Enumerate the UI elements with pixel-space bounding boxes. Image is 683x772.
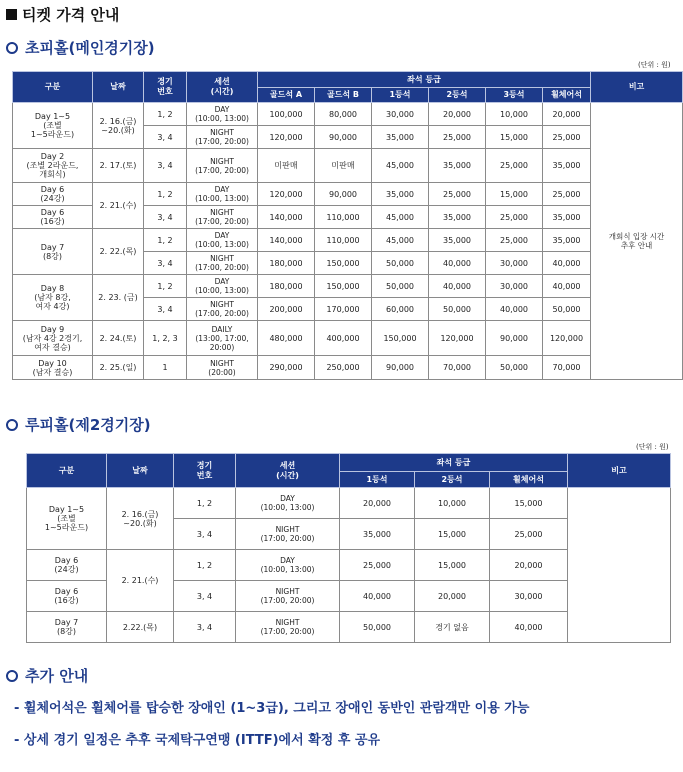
header-gubun: 구분 <box>27 454 107 488</box>
seat-grade-header: 3등석 <box>486 88 543 103</box>
cell-match-no: 3, 4 <box>144 206 187 229</box>
unit-label-sub: (단위 : 원) <box>636 443 669 451</box>
cell-match-no: 3, 4 <box>174 581 236 612</box>
cell-price: 70,000 <box>543 356 591 380</box>
cell-price: 120,000 <box>258 183 315 206</box>
cell-session: DAILY (13:00, 17:00, 20:00) <box>187 321 258 356</box>
table-row <box>27 488 671 519</box>
cell-session: NIGHT (17:00, 20:00) <box>187 206 258 229</box>
cell-price: 70,000 <box>429 356 486 380</box>
cell-date: 2. 25.(일) <box>93 356 144 380</box>
cell-price: 400,000 <box>315 321 372 356</box>
cell-session: DAY (10:00, 13:00) <box>187 275 258 298</box>
cell-price: 25,000 <box>543 183 591 206</box>
section-notes-title: 추가 안내 <box>25 667 89 685</box>
cell-session: NIGHT (17:00, 20:00) <box>236 581 340 612</box>
cell-date: 2. 16.(금) ~20.(화) <box>93 103 144 149</box>
cell-gubun: Day 7 (8강) <box>13 229 93 275</box>
cell-price: 150,000 <box>315 252 372 275</box>
cell-price: 45,000 <box>372 149 429 183</box>
unit-label-main: (단위 : 원) <box>638 61 671 69</box>
note-bullet: - 상세 경기 일정은 추후 국제탁구연맹 (ITTF)에서 확정 후 공유 <box>14 733 381 748</box>
cell-gubun: Day 10 (남자 결승) <box>13 356 93 380</box>
cell-match-no: 1, 2, 3 <box>144 321 187 356</box>
cell-price: 35,000 <box>429 149 486 183</box>
cell-price: 35,000 <box>429 206 486 229</box>
cell-match-no: 3, 4 <box>174 612 236 643</box>
cell-price: 45,000 <box>372 229 429 252</box>
cell-price: 20,000 <box>340 488 415 519</box>
circle-bullet-icon <box>6 670 18 682</box>
cell-match-no: 1, 2 <box>144 275 187 298</box>
cell-session: NIGHT (17:00, 20:00) <box>236 612 340 643</box>
cell-price: 35,000 <box>340 519 415 550</box>
seat-grade-header: 1등석 <box>340 472 415 488</box>
section-sub-hall-title: 루피홀(제2경기장) <box>25 416 151 434</box>
cell-price: 90,000 <box>315 183 372 206</box>
cell-date: 2.22.(목) <box>107 612 174 643</box>
header-match-no: 경기 번호 <box>144 72 187 103</box>
cell-price: 15,000 <box>415 519 490 550</box>
cell-date: 2. 21.(수) <box>107 550 174 612</box>
cell-price: 20,000 <box>490 550 568 581</box>
cell-price: 경기 없음 <box>415 612 490 643</box>
cell-price: 110,000 <box>315 206 372 229</box>
section-main-hall-heading <box>6 37 155 58</box>
cell-price: 40,000 <box>429 275 486 298</box>
cell-price: 35,000 <box>372 183 429 206</box>
cell-session: NIGHT (20:00) <box>187 356 258 380</box>
cell-session: NIGHT (17:00, 20:00) <box>236 519 340 550</box>
table-row <box>13 229 683 252</box>
cell-price: 50,000 <box>372 275 429 298</box>
cell-price: 35,000 <box>429 229 486 252</box>
cell-date: 2. 23. (금) <box>93 275 144 321</box>
cell-price: 미판매 <box>258 149 315 183</box>
cell-date: 2. 24.(토) <box>93 321 144 356</box>
cell-match-no: 3, 4 <box>144 126 187 149</box>
cell-match-no: 3, 4 <box>174 519 236 550</box>
cell-price: 290,000 <box>258 356 315 380</box>
cell-price: 25,000 <box>340 550 415 581</box>
seat-grade-header: 휠체어석 <box>543 88 591 103</box>
cell-price: 180,000 <box>258 252 315 275</box>
cell-gubun: Day 7 (8강) <box>27 612 107 643</box>
cell-price: 480,000 <box>258 321 315 356</box>
cell-price: 20,000 <box>429 103 486 126</box>
cell-session: DAY (10:00, 13:00) <box>187 103 258 126</box>
cell-price: 120,000 <box>429 321 486 356</box>
cell-price: 50,000 <box>340 612 415 643</box>
cell-price: 50,000 <box>372 252 429 275</box>
cell-price: 40,000 <box>543 252 591 275</box>
cell-price: 200,000 <box>258 298 315 321</box>
header-seat-grade: 좌석 등급 <box>258 72 591 88</box>
seat-grade-header: 휠체어석 <box>490 472 568 488</box>
cell-price: 150,000 <box>372 321 429 356</box>
cell-price: 30,000 <box>486 275 543 298</box>
cell-price: 10,000 <box>415 488 490 519</box>
seat-grade-header: 2등석 <box>429 88 486 103</box>
cell-price: 10,000 <box>486 103 543 126</box>
seat-grade-header: 골드석 B <box>315 88 372 103</box>
cell-date: 2. 22.(목) <box>93 229 144 275</box>
section-notes-heading <box>6 665 88 686</box>
header-date: 날짜 <box>93 72 144 103</box>
table-row <box>13 103 683 126</box>
cell-gubun: Day 9 (남자 4강 2경기, 여자 결승) <box>13 321 93 356</box>
cell-price: 50,000 <box>486 356 543 380</box>
cell-price: 250,000 <box>315 356 372 380</box>
table-row <box>13 356 683 380</box>
cell-price: 25,000 <box>486 206 543 229</box>
cell-price: 40,000 <box>340 581 415 612</box>
cell-price: 20,000 <box>543 103 591 126</box>
cell-price: 25,000 <box>486 229 543 252</box>
cell-match-no: 1, 2 <box>174 488 236 519</box>
section-sub-hall-heading <box>6 414 151 435</box>
seat-grade-header: 2등석 <box>415 472 490 488</box>
cell-note: 개회식 입장 시간 추후 안내 <box>591 103 683 380</box>
cell-price: 35,000 <box>543 149 591 183</box>
cell-price: 15,000 <box>415 550 490 581</box>
cell-price: 150,000 <box>315 275 372 298</box>
circle-bullet-icon <box>6 419 18 431</box>
cell-price: 90,000 <box>486 321 543 356</box>
header-note: 비고 <box>568 454 671 488</box>
header-note: 비고 <box>591 72 683 103</box>
square-bullet-icon <box>6 9 17 20</box>
cell-price: 30,000 <box>486 252 543 275</box>
cell-gubun: Day 6 (24강) <box>13 183 93 206</box>
cell-price: 180,000 <box>258 275 315 298</box>
seat-grade-header: 1등석 <box>372 88 429 103</box>
cell-price: 15,000 <box>486 183 543 206</box>
cell-session: DAY (10:00, 13:00) <box>236 550 340 581</box>
cell-match-no: 1, 2 <box>144 229 187 252</box>
cell-session: NIGHT (17:00, 20:00) <box>187 252 258 275</box>
cell-date: 2. 21.(수) <box>93 183 144 229</box>
cell-price: 15,000 <box>486 126 543 149</box>
section-main-hall-title: 초피홀(메인경기장) <box>25 39 155 57</box>
cell-price: 100,000 <box>258 103 315 126</box>
circle-bullet-icon <box>6 42 18 54</box>
cell-price: 120,000 <box>543 321 591 356</box>
cell-price: 40,000 <box>490 612 568 643</box>
cell-match-no: 1 <box>144 356 187 380</box>
cell-price: 90,000 <box>315 126 372 149</box>
cell-match-no: 3, 4 <box>144 298 187 321</box>
cell-session: NIGHT (17:00, 20:00) <box>187 126 258 149</box>
table-row <box>13 275 683 298</box>
table-row <box>13 321 683 356</box>
cell-price: 90,000 <box>372 356 429 380</box>
cell-price: 25,000 <box>490 519 568 550</box>
cell-match-no: 1, 2 <box>174 550 236 581</box>
cell-price: 60,000 <box>372 298 429 321</box>
cell-session: DAY (10:00, 13:00) <box>187 229 258 252</box>
cell-session: NIGHT (17:00, 20:00) <box>187 149 258 183</box>
table-row <box>13 149 683 183</box>
cell-price: 50,000 <box>543 298 591 321</box>
cell-price: 110,000 <box>315 229 372 252</box>
cell-session: NIGHT (17:00, 20:00) <box>187 298 258 321</box>
cell-price: 20,000 <box>415 581 490 612</box>
cell-price: 50,000 <box>429 298 486 321</box>
cell-price: 25,000 <box>429 126 486 149</box>
cell-gubun: Day 8 (남자 8강, 여자 4강) <box>13 275 93 321</box>
cell-price: 170,000 <box>315 298 372 321</box>
cell-price: 25,000 <box>543 126 591 149</box>
cell-price: 30,000 <box>490 581 568 612</box>
cell-price: 35,000 <box>543 206 591 229</box>
header-session: 세션 (시간) <box>187 72 258 103</box>
page-title-text: 티켓 가격 안내 <box>22 6 120 24</box>
cell-price: 25,000 <box>486 149 543 183</box>
cell-price: 80,000 <box>315 103 372 126</box>
cell-gubun: Day 6 (24강) <box>27 550 107 581</box>
cell-price: 15,000 <box>490 488 568 519</box>
note-bullet: - 휠체어석은 휠체어를 탑승한 장애인 (1~3급), 그리고 장애인 동반인 관람객만 이용 가능 <box>14 701 530 716</box>
header-session: 세션 (시간) <box>236 454 340 488</box>
cell-price: 40,000 <box>543 275 591 298</box>
cell-match-no: 3, 4 <box>144 252 187 275</box>
cell-date: 2. 17.(토) <box>93 149 144 183</box>
cell-price: 45,000 <box>372 206 429 229</box>
cell-gubun: Day 1~5 (조별 1~5라운드) <box>13 103 93 149</box>
header-date: 날짜 <box>107 454 174 488</box>
cell-gubun: Day 6 (16강) <box>27 581 107 612</box>
header-match-no: 경기 번호 <box>174 454 236 488</box>
cell-price: 40,000 <box>429 252 486 275</box>
seat-grade-header: 골드석 A <box>258 88 315 103</box>
sub-hall-price-table <box>26 453 671 643</box>
cell-match-no: 1, 2 <box>144 103 187 126</box>
cell-match-no: 1, 2 <box>144 183 187 206</box>
header-gubun: 구분 <box>13 72 93 103</box>
cell-price: 140,000 <box>258 206 315 229</box>
cell-gubun: Day 6 (16강) <box>13 206 93 229</box>
cell-price: 120,000 <box>258 126 315 149</box>
header-seat-grade: 좌석 등급 <box>340 454 568 472</box>
cell-price: 35,000 <box>543 229 591 252</box>
cell-price: 140,000 <box>258 229 315 252</box>
page-title <box>6 4 119 25</box>
cell-session: DAY (10:00, 13:00) <box>236 488 340 519</box>
cell-price: 35,000 <box>372 126 429 149</box>
cell-match-no: 3, 4 <box>144 149 187 183</box>
main-hall-price-table <box>12 71 683 380</box>
cell-date: 2. 16.(금) ~20.(화) <box>107 488 174 550</box>
cell-price: 30,000 <box>372 103 429 126</box>
cell-price: 미판매 <box>315 149 372 183</box>
cell-session: DAY (10:00, 13:00) <box>187 183 258 206</box>
cell-note <box>568 488 671 643</box>
cell-price: 40,000 <box>486 298 543 321</box>
table-row <box>13 183 683 206</box>
cell-gubun: Day 2 (조별 2라운드, 개회식) <box>13 149 93 183</box>
cell-price: 25,000 <box>429 183 486 206</box>
cell-gubun: Day 1~5 (조별 1~5라운드) <box>27 488 107 550</box>
